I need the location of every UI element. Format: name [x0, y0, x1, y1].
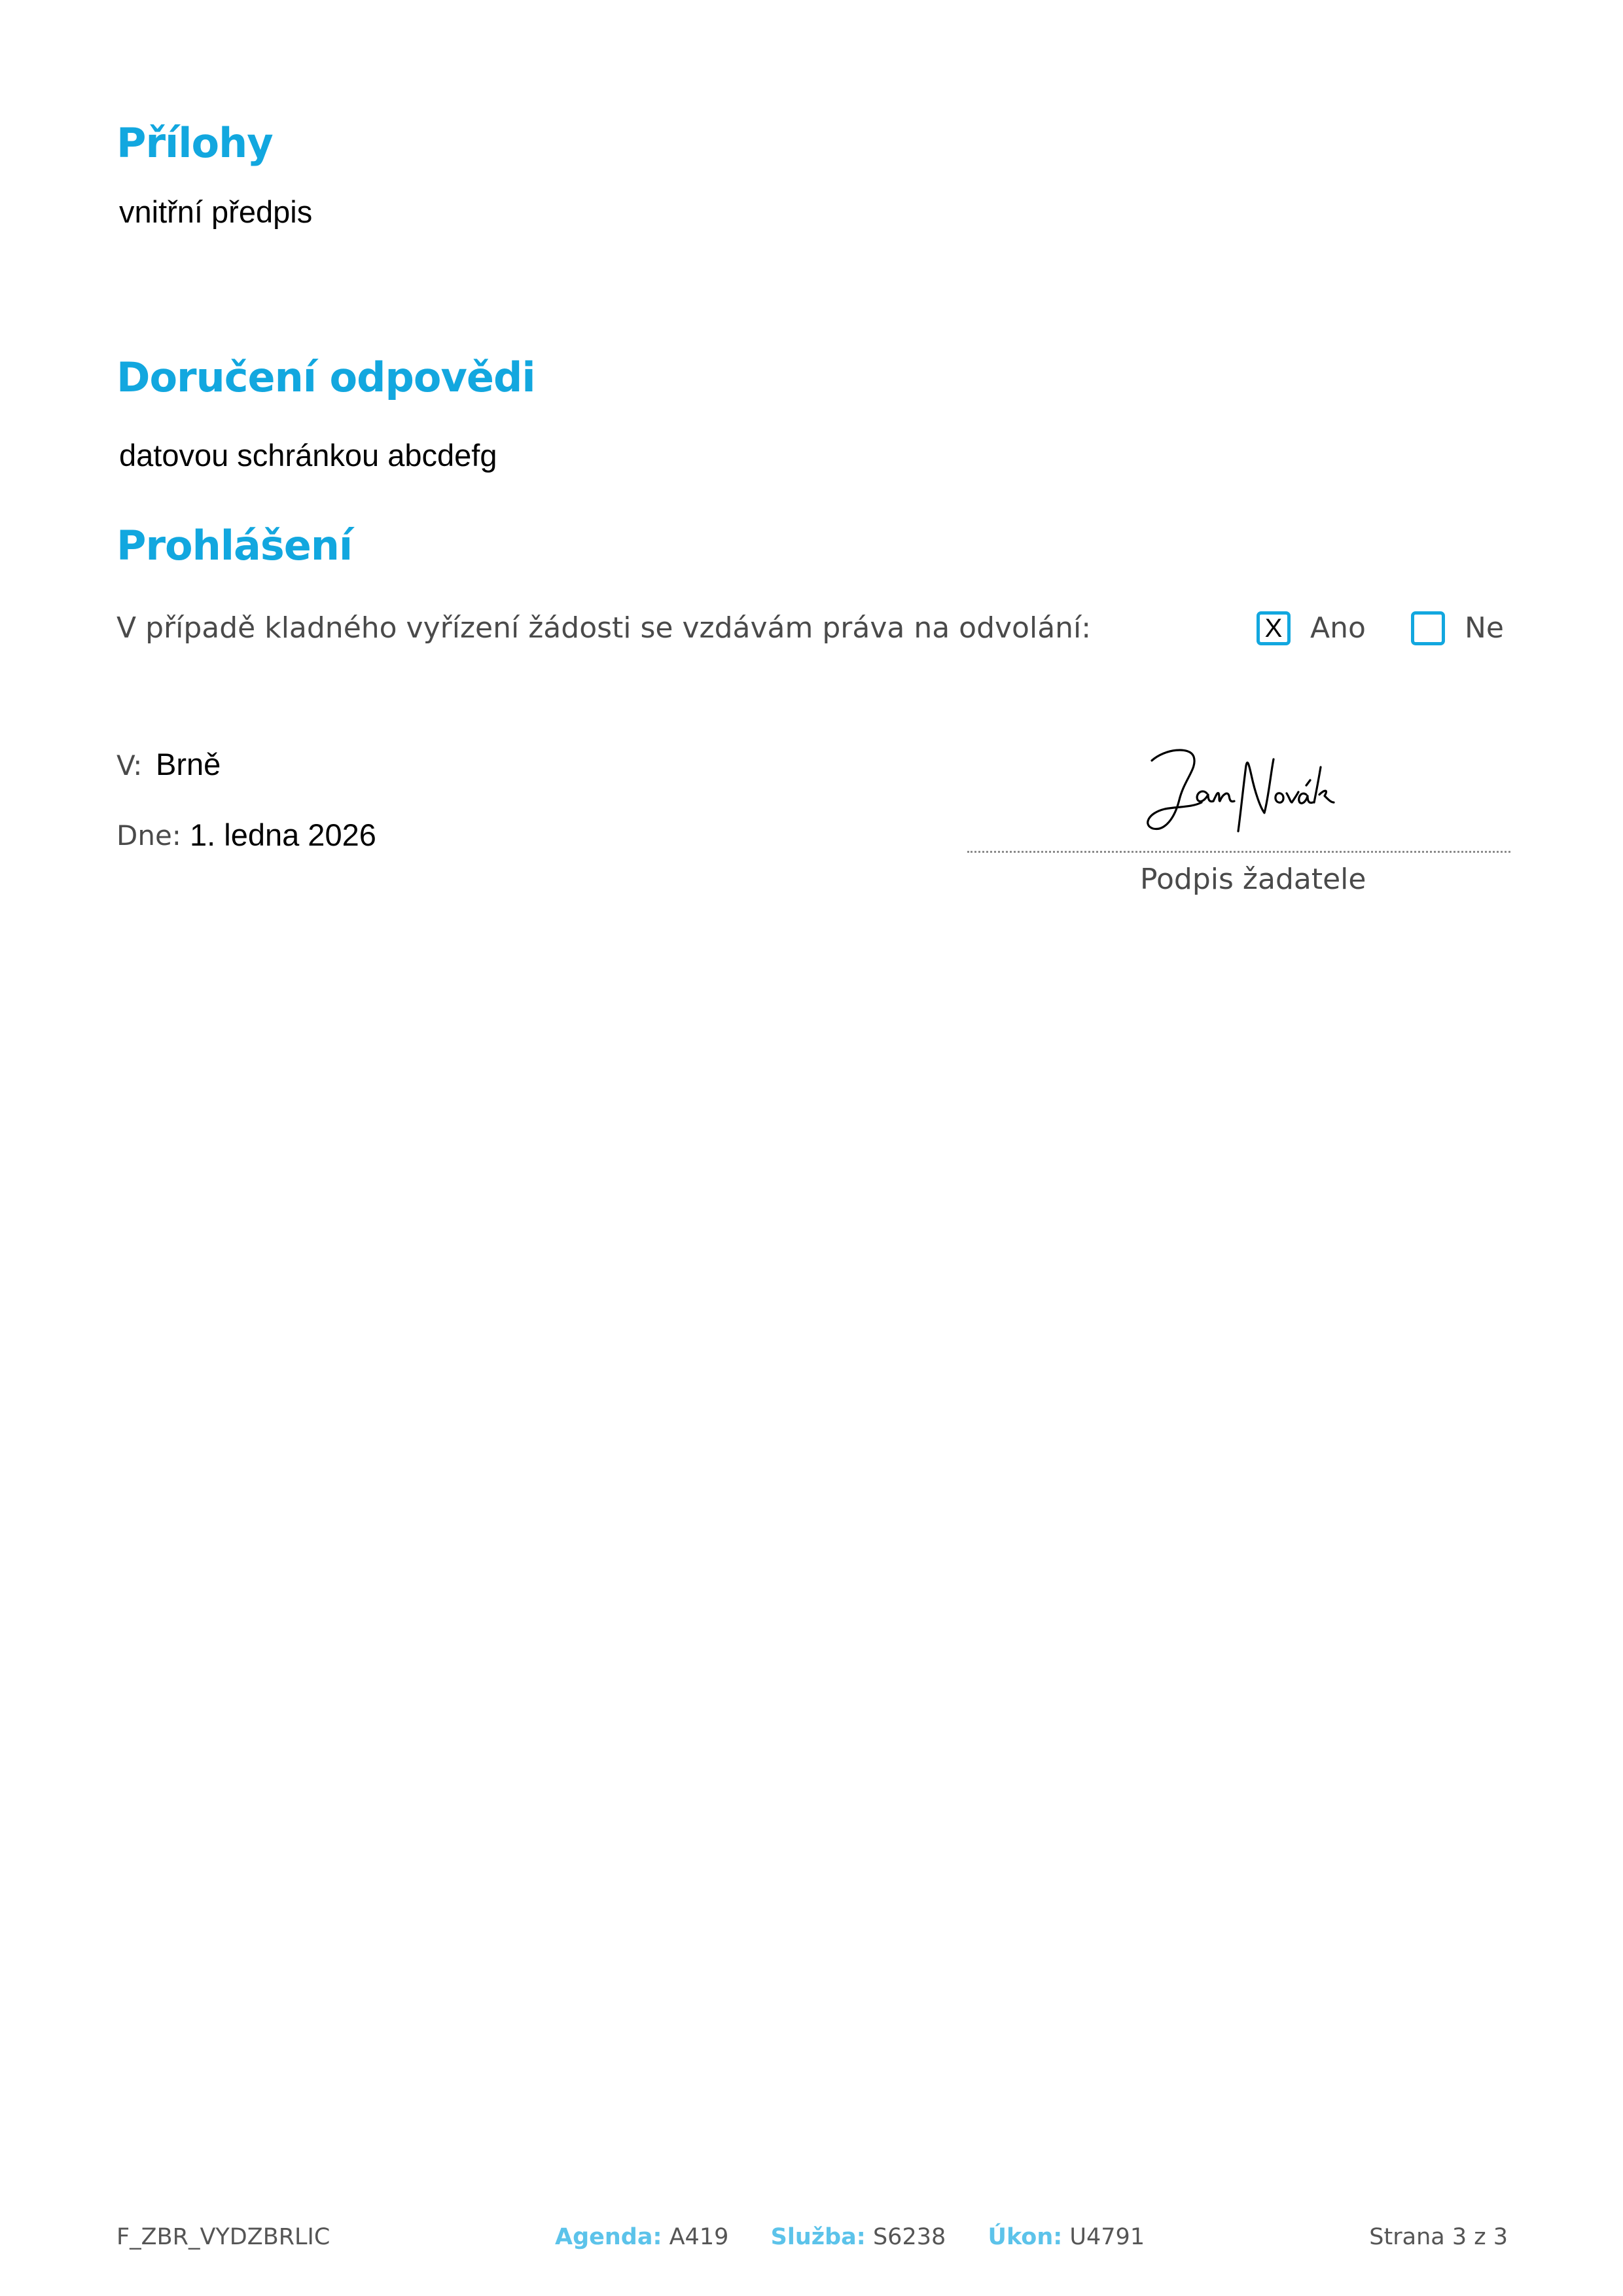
handwritten-signature — [1139, 740, 1335, 844]
date-label: Dne: — [116, 819, 181, 852]
agenda-value: A419 — [669, 2224, 729, 2250]
delivery-value: datovou schránkou abcdefg — [119, 438, 497, 473]
delivery-heading: Doručení odpovědi — [116, 353, 535, 401]
ano-checkbox[interactable] — [1257, 611, 1291, 645]
agenda-key: Agenda: — [555, 2224, 662, 2250]
footer-page-number: Strana 3 z 3 — [1369, 2224, 1508, 2250]
act-key: Úkon: — [988, 2224, 1063, 2250]
declaration-heading: Prohlášení — [116, 522, 353, 569]
place-value: Brně — [156, 747, 221, 781]
date-value: 1. ledna 2026 — [190, 817, 376, 852]
checkbox-mark: X — [1264, 614, 1283, 643]
signature-line — [967, 851, 1510, 853]
attachments-value: vnitřní předpis — [119, 194, 313, 229]
attachments-heading: Přílohy — [116, 119, 273, 167]
act-value: U4791 — [1069, 2224, 1145, 2250]
service-key: Služba: — [770, 2224, 866, 2250]
declaration-text: V případě kladného vyřízení žádosti se vzdávám práva na odvolání: — [116, 611, 1092, 645]
ne-label: Ne — [1465, 611, 1504, 645]
ano-label: Ano — [1310, 611, 1366, 645]
footer-form-code: F_ZBR_VYDZBRLIC — [116, 2224, 330, 2250]
service-value: S6238 — [872, 2224, 946, 2250]
footer-codes — [555, 2224, 1145, 2250]
ne-checkbox[interactable] — [1411, 611, 1445, 645]
place-label: V: — [116, 749, 143, 781]
signature-caption: Podpis žadatele — [1140, 863, 1366, 896]
